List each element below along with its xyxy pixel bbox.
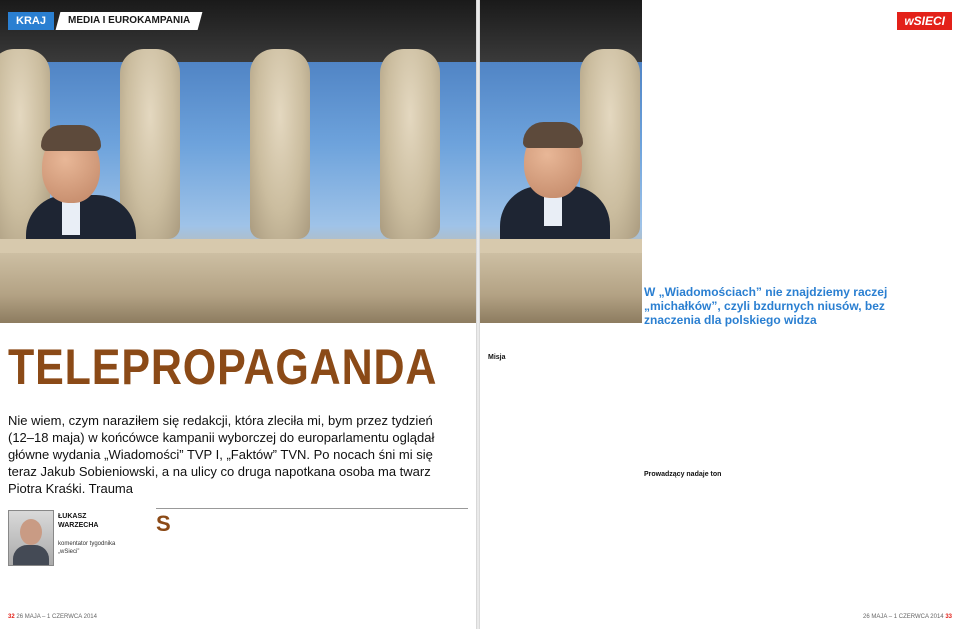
photo-balustrade — [480, 253, 642, 323]
body-column-1 — [156, 514, 306, 606]
folio-right: 26 MAJA – 1 CZERWCA 2014 33 — [863, 614, 952, 620]
author-name: ŁUKASZ WARZECHA — [58, 513, 99, 529]
photo-column — [380, 49, 440, 239]
article-title: TELEPROPAGANDA — [8, 339, 438, 395]
author-avatar — [8, 510, 54, 566]
section-subtag: MEDIA I EUROKAMPANIA — [56, 12, 203, 30]
photo-column — [250, 49, 310, 239]
subhead-misja: Misja — [488, 354, 506, 361]
article-lead: Nie wiem, czym naraziłem się redakcji, która zleciła mi, bym przez tydzień (12–18 maja) w końcówce kampanii wyborczej do europarlamentu oglądał główne wydania „Wiadomości” TVP I, „Faktów” TVN. Po nocach śni mi się teraz Jakub Sobieniowski, a na ulicy co druga napotkana osoba ma twarz Piotra Kraśki. Trauma — [8, 413, 435, 496]
author-role: komentator tygodnika „wSieci” — [58, 541, 116, 555]
body-column-5 — [488, 350, 634, 598]
section-tag: KRAJ — [8, 12, 54, 30]
pull-quote: W „Wiadomościach” nie znajdziemy raczej „michałków”, czyli bzdurnych niusów, bez znaczenia dla polskiego widza — [644, 285, 888, 327]
left-page — [0, 0, 476, 629]
author-box — [8, 510, 148, 590]
photo-rail — [480, 239, 642, 253]
body-column-3 — [648, 54, 794, 274]
article-photo-right — [480, 0, 642, 323]
folio-left: 32 26 MAJA – 1 CZERWCA 2014 — [8, 614, 97, 620]
section-bar — [8, 12, 200, 30]
column-rule — [156, 508, 468, 509]
brand-logo: wSIECI — [897, 12, 952, 30]
body-column-2 — [316, 514, 466, 606]
article-photo-left — [0, 0, 476, 323]
subhead-prowadzacy: Prowadzący nadaje ton — [644, 471, 722, 478]
photo-rail — [0, 239, 476, 253]
drop-cap: S — [156, 514, 171, 536]
body-column-4 — [802, 54, 948, 274]
right-page — [480, 0, 960, 629]
photo-column — [120, 49, 180, 239]
body-column-7 — [800, 350, 950, 598]
body-column-6 — [644, 350, 790, 598]
photo-balustrade — [0, 253, 476, 323]
